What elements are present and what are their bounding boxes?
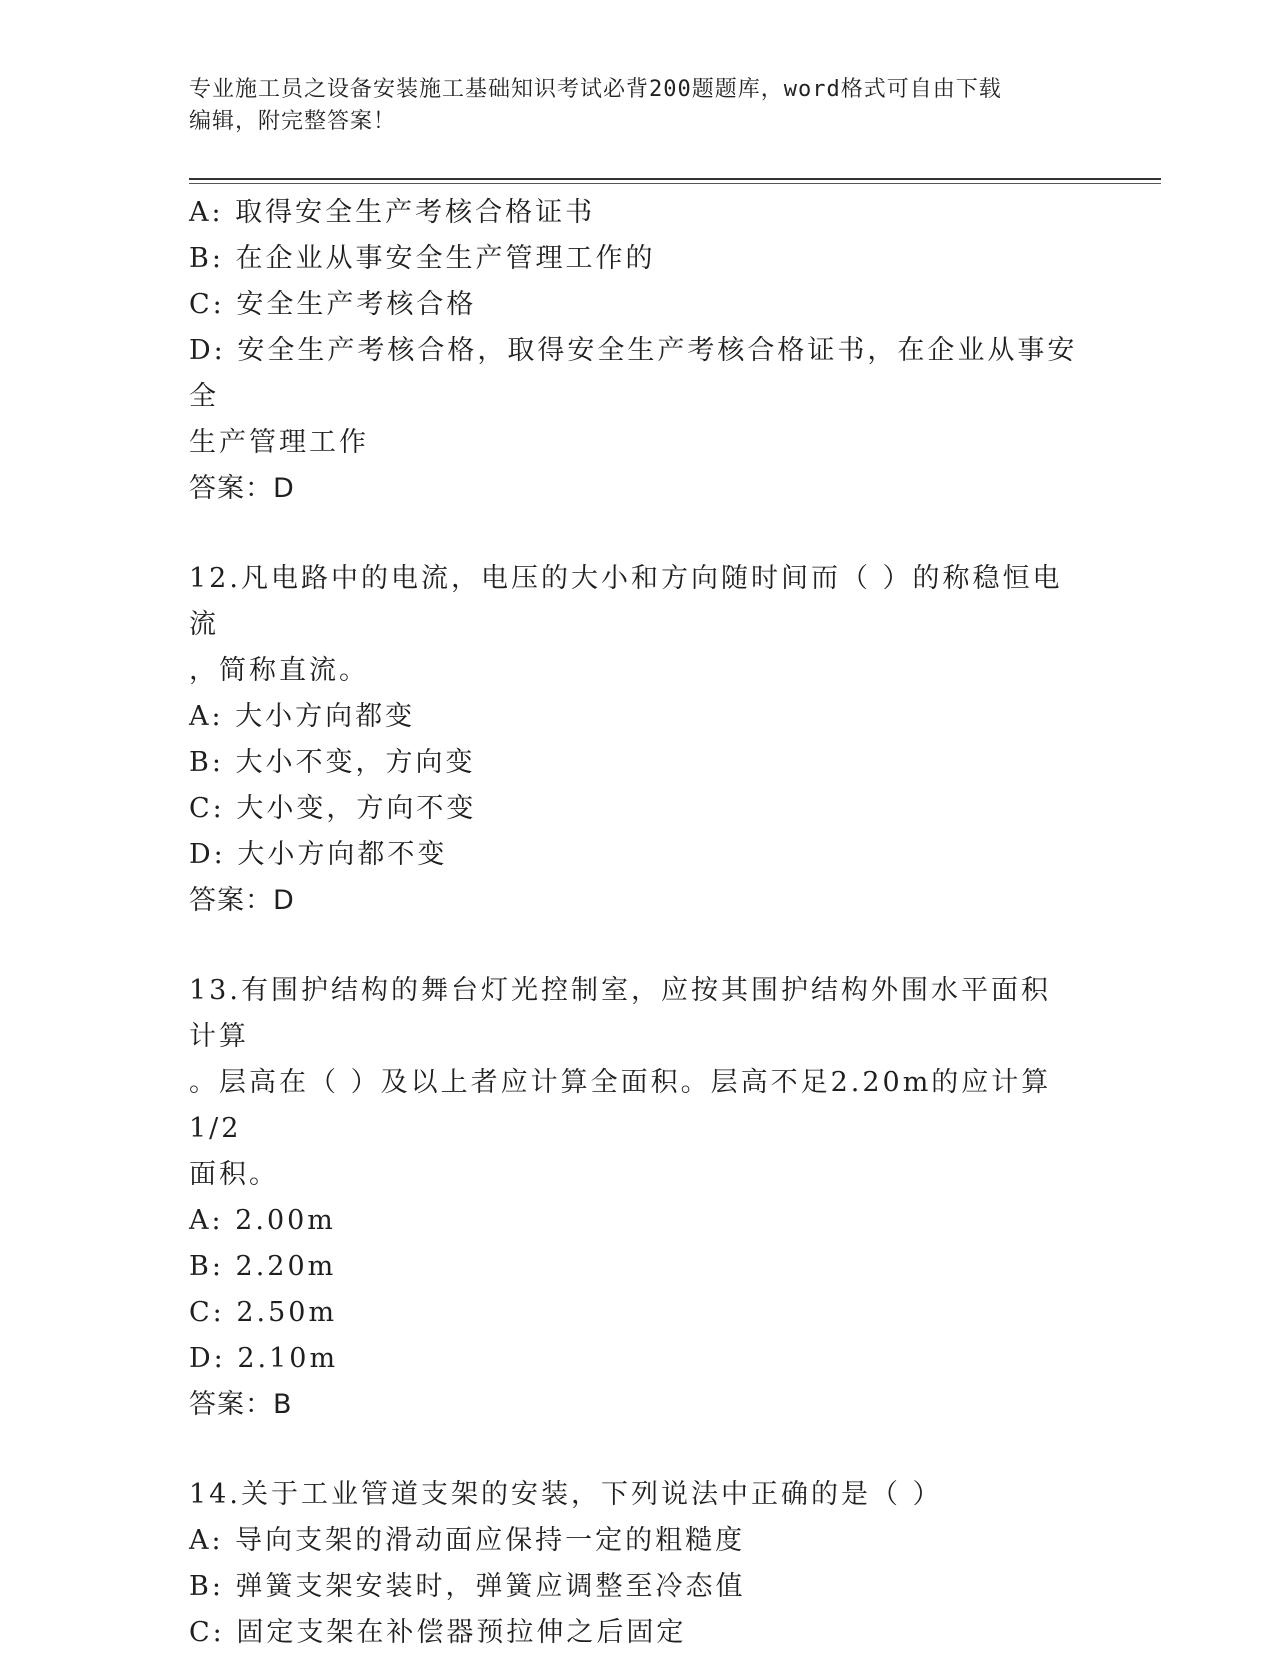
- question-11: [189, 190, 1079, 512]
- question-stem: 14.关于工业管道支架的安装，下列说法中正确的是（ ）: [189, 1479, 943, 1510]
- option-c: C: 固定支架在补偿器预拉伸之后固定: [189, 1617, 687, 1648]
- question-stem: 13.有围护结构的舞台灯光控制室，应按其围护结构外围水平面积计算: [189, 975, 1051, 1052]
- header-divider-thick: [189, 178, 1161, 180]
- option-a: A: 导向支架的滑动面应保持一定的粗糙度: [189, 1525, 746, 1556]
- question-12: [189, 556, 1079, 924]
- option-a: A: 取得安全生产考核合格证书: [189, 197, 596, 228]
- question-stem-continued: 。层高在（ ）及以上者应计算全面积。层高不足2.20m的应计算1/2: [189, 1067, 1052, 1144]
- question-stem: 12.凡电路中的电流，电压的大小和方向随时间而（ ）的称稳恒电流: [189, 563, 1063, 640]
- header-line-2: 编辑，附完整答案！: [189, 109, 397, 134]
- option-b: B: 2.20m: [189, 1251, 337, 1282]
- option-b: B: 弹簧支架安装时，弹簧应调整至冷态值: [189, 1571, 746, 1602]
- answer-line: 答案：B: [189, 1389, 293, 1420]
- option-d: D: 大小方向都不变: [189, 839, 448, 870]
- header-divider-thin: [189, 183, 1161, 184]
- option-d: D: 2.10m: [189, 1343, 339, 1374]
- answer-line: 答案：D: [189, 885, 295, 916]
- option-c: C: 安全生产考核合格: [189, 289, 477, 320]
- document-header: [189, 74, 1069, 138]
- option-b: B: 在企业从事安全生产管理工作的: [189, 243, 656, 274]
- header-line-1: 专业施工员之设备安装施工基础知识考试必背200题题库，word格式可自由下载: [189, 77, 1002, 102]
- question-stem-continued: 面积。: [189, 1159, 279, 1190]
- question-spacer: [189, 512, 1079, 556]
- option-a: A: 2.00m: [189, 1205, 336, 1236]
- option-c: C: 大小变，方向不变: [189, 793, 477, 824]
- question-14: [189, 1472, 1079, 1656]
- question-13: [189, 968, 1079, 1428]
- option-a: A: 大小方向都变: [189, 701, 416, 732]
- question-content: [189, 190, 1079, 1656]
- question-spacer: [189, 924, 1079, 968]
- question-spacer: [189, 1428, 1079, 1472]
- option-d: D: 安全生产考核合格，取得安全生产考核合格证书，在企业从事安全: [189, 335, 1078, 412]
- question-stem-continued: ，简称直流。: [189, 655, 369, 686]
- option-b: B: 大小不变，方向变: [189, 747, 476, 778]
- option-d-continued: 生产管理工作: [189, 427, 369, 458]
- answer-line: 答案：D: [189, 473, 295, 504]
- option-c: C: 2.50m: [189, 1297, 338, 1328]
